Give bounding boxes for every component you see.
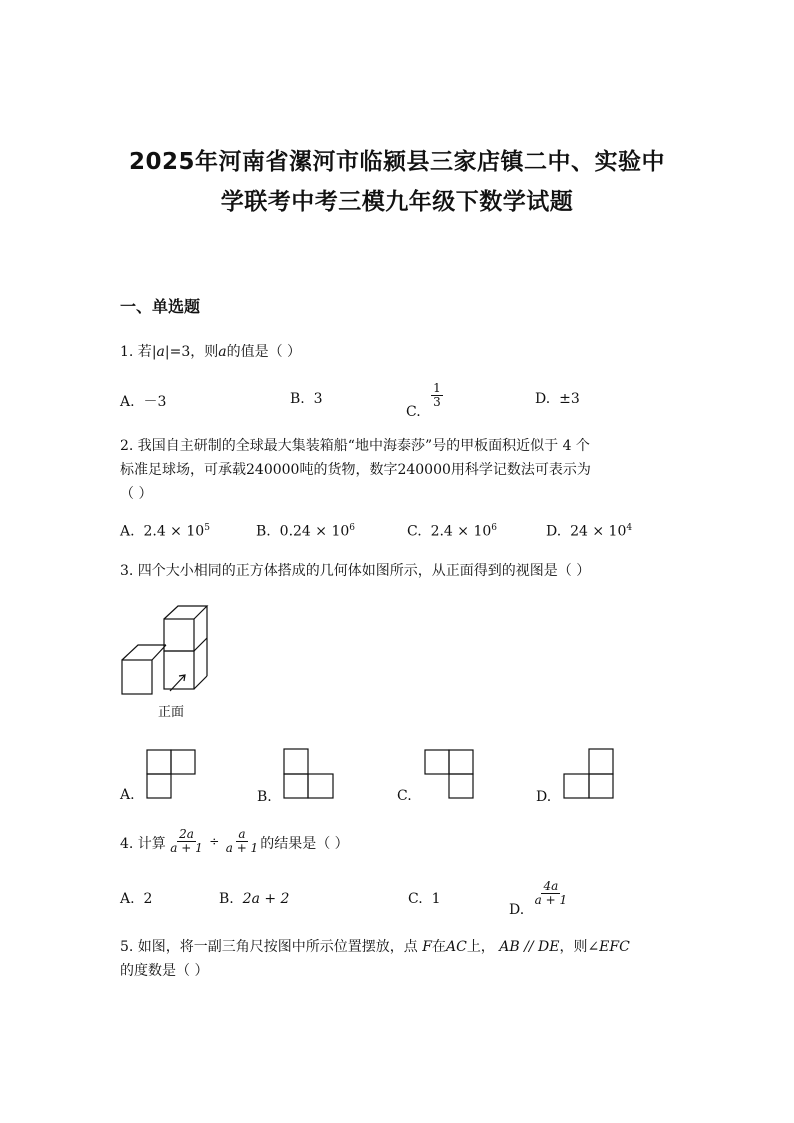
q5-text: 在 [431, 939, 446, 955]
fraction-denominator: a + 1 [225, 841, 259, 855]
cube-figure [118, 603, 218, 703]
option-label: D. [535, 391, 551, 407]
question-3: 3. 四个大小相同的正方体搭成的几何体如图所示，从正面得到的视图是（ ） [120, 563, 591, 579]
q5-point-f: F [422, 939, 432, 955]
q1-option-a[interactable] [120, 391, 166, 411]
q3-option-a-label[interactable]: A. [120, 787, 135, 803]
q3-option-b-label[interactable]: B. [257, 789, 272, 805]
q2-option-d[interactable] [546, 523, 632, 540]
q3-option-d-view [563, 748, 615, 800]
option-label: D. [546, 523, 562, 540]
section-heading: 一、单选题 [120, 297, 201, 316]
fraction-denominator: a + 1 [534, 893, 568, 907]
question-5-line-1 [120, 937, 630, 957]
fraction-numerator: a [238, 827, 246, 841]
option-base: 0.24 × 10 [279, 523, 350, 540]
option-exponent: 4 [626, 523, 633, 533]
q3-option-b-view [283, 748, 334, 799]
question-1 [120, 342, 301, 362]
q1-option-c[interactable] [406, 381, 443, 420]
question-5-line-2: 的度数是（ ） [120, 963, 209, 979]
fraction-denominator: 3 [433, 395, 441, 409]
option-label: C. [407, 523, 422, 540]
option-text: 2 [143, 891, 153, 907]
option-label: B. [219, 891, 234, 907]
q4-prefix: 4. 计算 [120, 835, 166, 852]
option-fraction [431, 382, 443, 409]
option-text: －3 [143, 394, 167, 410]
q4-option-a[interactable] [120, 891, 152, 907]
q4-fraction-1 [168, 828, 204, 855]
option-fraction [533, 880, 569, 907]
q3-option-a-view [146, 749, 196, 799]
option-base: 2.4 × 10 [143, 523, 205, 540]
question-2-line-1: 2. 我国自主研制的全球最大集装箱船“地中海泰莎”号的甲板面积近似于 4 个 [120, 438, 590, 454]
q2-option-a[interactable] [120, 523, 210, 540]
q5-text: 5. 如图，将一副三角尺按图中所示位置摆放，点 [120, 939, 418, 955]
q1-var: a [218, 344, 227, 360]
option-label: B. [290, 391, 305, 407]
option-label: A. [120, 891, 135, 907]
fraction-numerator: 4a [543, 879, 559, 893]
figure-front-label: 正面 [158, 705, 185, 720]
fraction-numerator: 2a [179, 827, 194, 841]
option-label: C. [408, 891, 423, 907]
question-2-line-2: 标准足球场，可承载240000吨的货物，数字240000用科学记数法可表示为 [120, 462, 591, 478]
q2-option-b[interactable] [256, 523, 355, 540]
q3-option-c-view [424, 749, 474, 799]
fraction-numerator: 1 [433, 381, 441, 395]
option-label: D. [509, 901, 525, 918]
q1-option-d[interactable] [535, 391, 580, 407]
option-text: ±3 [559, 391, 580, 407]
option-label: A. [120, 394, 135, 410]
q4-suffix: 的结果是（ ） [260, 835, 349, 852]
q1-abs: |a| [151, 344, 170, 360]
q4-option-b[interactable] [219, 891, 289, 907]
q1-prefix: 1. 若 [120, 344, 152, 360]
q5-line-ac: AC [445, 939, 467, 955]
option-label: B. [256, 523, 271, 540]
question-4 [120, 828, 349, 855]
q3-option-c-label[interactable]: C. [397, 788, 412, 804]
option-exponent: 5 [204, 523, 210, 533]
q4-divide-sign: ÷ [209, 834, 220, 849]
q4-option-d[interactable] [509, 879, 569, 918]
q2-option-c[interactable] [407, 523, 497, 540]
q4-option-c[interactable] [408, 891, 441, 907]
q1-mid: =3，则 [169, 344, 219, 360]
q5-text: 上， [466, 939, 495, 955]
option-base: 24 × 10 [570, 523, 627, 540]
fraction-denominator: a + 1 [170, 841, 203, 855]
q5-angle: ∠EFC [587, 939, 630, 955]
q1-suffix: 的值是（ ） [226, 344, 302, 360]
question-2-line-3: （ ） [120, 486, 153, 502]
q3-option-d-label[interactable]: D. [536, 789, 552, 805]
q5-parallel: AB // DE [499, 939, 560, 955]
page-title-line-1: 2025年河南省漯河市临颍县三家店镇二中、实验中 [128, 149, 665, 175]
option-exponent: 6 [349, 523, 356, 533]
option-label: A. [120, 523, 135, 540]
q5-text: ，则 [559, 939, 588, 955]
option-text: 3 [313, 391, 323, 407]
option-base: 2.4 × 10 [430, 523, 492, 540]
option-exponent: 6 [491, 523, 498, 533]
page-title-line-2: 学联考中考三模九年级下数学试题 [220, 189, 574, 215]
option-text: 2a + 2 [242, 891, 290, 907]
q1-option-b[interactable] [290, 391, 323, 407]
option-text: 1 [431, 891, 441, 907]
q4-fraction-2 [224, 828, 260, 855]
option-label: C. [406, 403, 421, 420]
